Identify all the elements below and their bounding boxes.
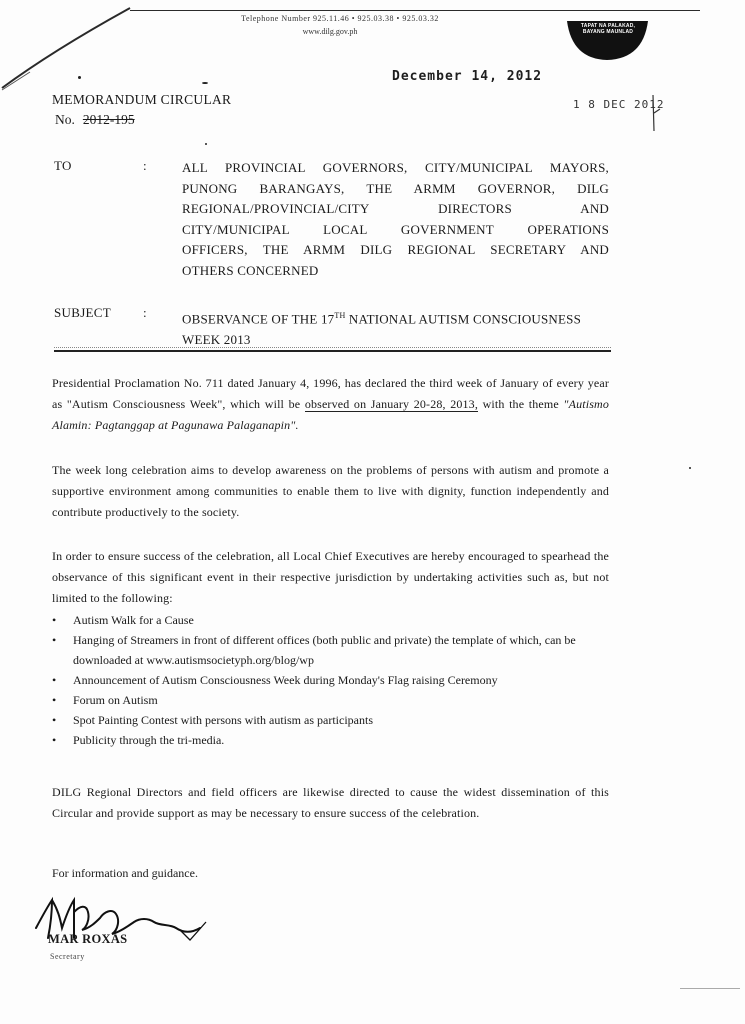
subject-line1-post: NATIONAL AUTISM CONSCIOUSNESS (345, 311, 582, 327)
subject-colon: : (143, 305, 147, 320)
bullet-icon: • (52, 673, 57, 687)
seal-motto (568, 23, 648, 35)
paragraph-aims: The week long celebration aims to develop awareness on the problems of persons with autism and promote a supportive environment among communities to enable them to live with dignity, function independently and contribute productively to the society. (52, 463, 609, 519)
seal-motto-line2: BAYANG MAUNLAD (582, 29, 634, 35)
subject-line1 (182, 305, 612, 329)
bullet-icon: • (52, 733, 57, 747)
folded-corner-mark (0, 0, 150, 95)
memo-number-label: No. (55, 112, 75, 127)
list-item (52, 630, 612, 670)
subject-divider (54, 350, 611, 352)
paragraph-directive: DILG Regional Directors and field officers are likewise directed to cause the widest dissemination of this Circular and provide support as may be necessary to ensure success of the celebration. (52, 785, 609, 820)
memo-number (55, 112, 135, 128)
addressee-line: PUNONG BARANGAYS, THE ARMM GOVERNOR, DILG (182, 180, 609, 196)
handwritten-signature (30, 888, 220, 958)
addressee-line: OTHERS CONCERNED (182, 262, 319, 278)
signatory-name: MAR ROXAS (48, 932, 128, 946)
paragraph-proclamation (52, 373, 609, 436)
bullet-icon: • (52, 693, 57, 707)
addressee-block (182, 158, 609, 281)
subject-line2: WEEK 2013 (182, 332, 251, 348)
p1-theme: "Autismo Alamin: Pagtanggap at Pagunawa Palaganapin". (52, 397, 609, 432)
addressee-line: CITY/MUNICIPAL LOCAL GOVERNMENT OPERATIONS (182, 221, 609, 237)
addressee-line: ALL PROVINCIAL GOVERNORS, CITY/MUNICIPAL MAYORS, (182, 160, 609, 175)
scan-speck (202, 82, 208, 84)
paragraph-activities: In order to ensure success of the celebration, all Local Chief Executives are hereby encouraged to spearhead the observance of this significant event in their respective jurisdiction by undertaking activities such as, but not limited to the following: (52, 549, 609, 605)
activity-list (52, 610, 612, 750)
page-edge-mark (680, 988, 740, 989)
subject-divider-dotted (54, 347, 611, 348)
list-item (52, 670, 612, 690)
stamp-mark (650, 93, 662, 133)
subject-text (182, 305, 612, 350)
subject-line1-pre: OBSERVANCE OF THE 17 (182, 311, 335, 327)
bullet-icon: • (52, 633, 57, 647)
header-phone-line: Telephone Number 925.11.46 • 925.03.38 • 925.03.32 (241, 14, 439, 23)
list-item-text: Autism Walk for a Cause (73, 613, 194, 627)
addressee-line: OFFICERS, THE ARMM DILG REGIONAL SECRETARY AND (182, 242, 609, 257)
list-item-text: Spot Painting Contest with persons with autism as participants (73, 713, 373, 727)
subject-ordinal: TH (334, 311, 346, 320)
list-item-text: Hanging of Streamers in front of different offices (both public and private) the template of which, can be downloaded at www.autismsocietyph.org/blog/wp (73, 633, 576, 667)
subject-label: SUBJECT (54, 305, 112, 320)
received-stamp: 1 8 DEC 2012 (573, 98, 665, 111)
list-item-text: Forum on Autism (73, 693, 158, 707)
memo-title: MEMORANDUM CIRCULAR (52, 92, 232, 107)
memo-date: December 14, 2012 (392, 69, 543, 84)
addressee-line: REGIONAL/PROVINCIAL/CITY DIRECTORS AND (182, 201, 609, 216)
p1-text-b: with the theme (477, 397, 564, 411)
p1-text-a: Presidential Proclamation No. 711 dated January 4, 1996, has declared the third week of January of every year as "Autism Consciousness Week", which will be (52, 376, 609, 411)
to-label: TO (54, 158, 72, 173)
seal-motto-line1: TAPAT NA PALAKAD, (580, 23, 636, 29)
scan-speck (78, 76, 81, 79)
header-website: www.dilg.gov.ph (302, 27, 358, 36)
signoff-line: For information and guidance. (52, 866, 198, 880)
list-item (52, 690, 612, 710)
to-colon: : (143, 158, 147, 173)
header-rule (130, 10, 700, 11)
signatory-title: Secretary (50, 952, 85, 961)
scan-speck (689, 467, 691, 469)
scan-speck (205, 143, 207, 145)
list-item-text: Announcement of Autism Consciousness Week during Monday's Flag raising Ceremony (73, 673, 498, 687)
list-item-text: Publicity through the tri-media. (73, 733, 225, 747)
list-item (52, 610, 612, 630)
list-item (52, 710, 612, 730)
memo-number-value: 2012-195 (82, 112, 135, 127)
bullet-icon: • (52, 613, 57, 627)
p1-underlined-date: observed on January 20-28, 2013, (304, 397, 478, 411)
bullet-icon: • (52, 713, 57, 727)
list-item (52, 730, 612, 750)
